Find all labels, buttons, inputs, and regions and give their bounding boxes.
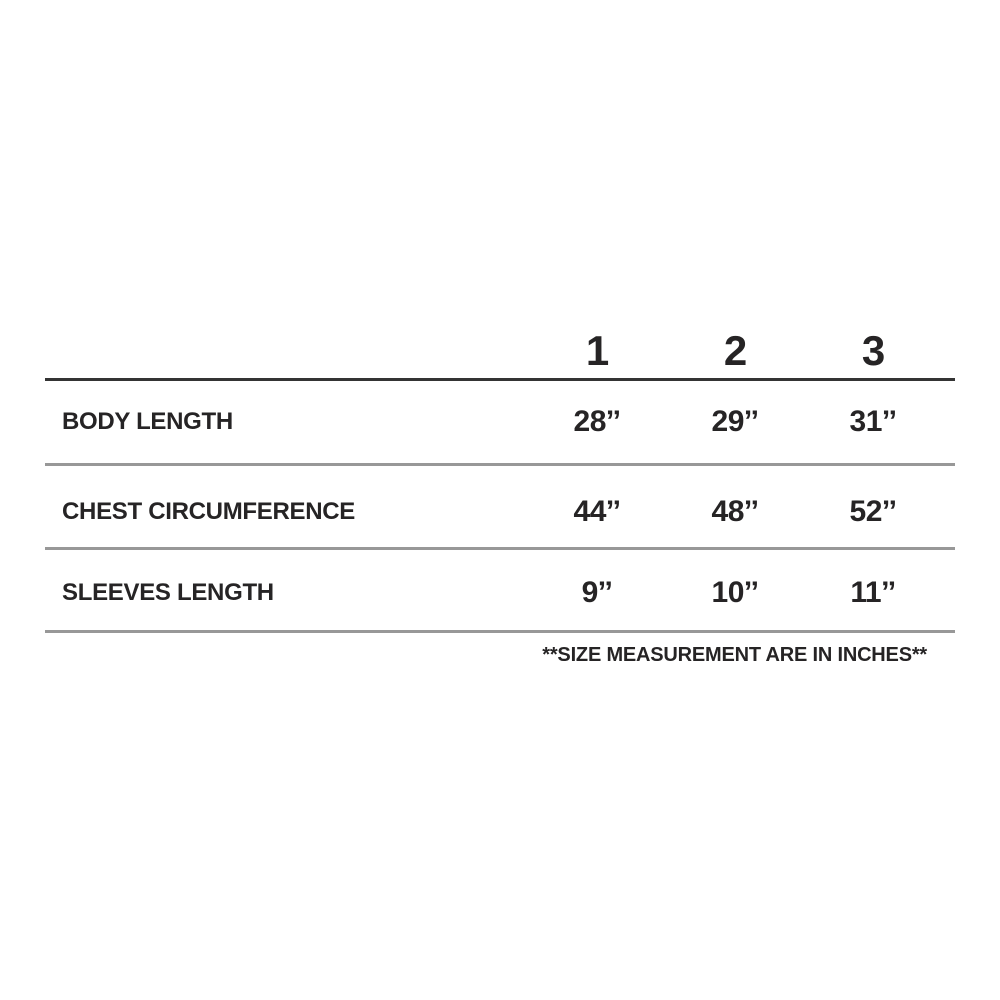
chest-size-2-value: 48’’	[711, 494, 759, 528]
body-length-size-1-value: 28’’	[573, 405, 621, 438]
column-header-size-1: 1	[585, 327, 609, 374]
table-row-sleeves-length	[45, 550, 955, 633]
table-row-body-length	[45, 381, 955, 466]
sleeves-size-3-value: 11’’	[850, 576, 896, 609]
body-length-size-3-value: 31’’	[849, 405, 897, 438]
table-row-chest-circumference	[45, 466, 955, 550]
size-measurement-note: **SIZE MEASUREMENT ARE IN INCHES**	[542, 644, 927, 666]
column-header-size-3: 3	[861, 327, 885, 374]
size-chart-table	[45, 327, 955, 667]
row-label-body-length: BODY LENGTH	[62, 408, 233, 435]
column-header-size-2: 2	[723, 327, 747, 374]
sleeves-size-1-value: 9’’	[581, 576, 613, 609]
row-label-chest-circumference: CHEST CIRCUMFERENCE	[62, 497, 355, 525]
sleeves-size-2-value: 10’’	[711, 576, 759, 609]
chest-size-3-value: 52’’	[849, 494, 897, 528]
row-label-sleeves-length: SLEEVES LENGTH	[62, 579, 274, 606]
size-header-row	[45, 327, 955, 381]
body-length-size-2-value: 29’’	[711, 405, 759, 438]
chest-size-1-value: 44’’	[573, 494, 621, 528]
